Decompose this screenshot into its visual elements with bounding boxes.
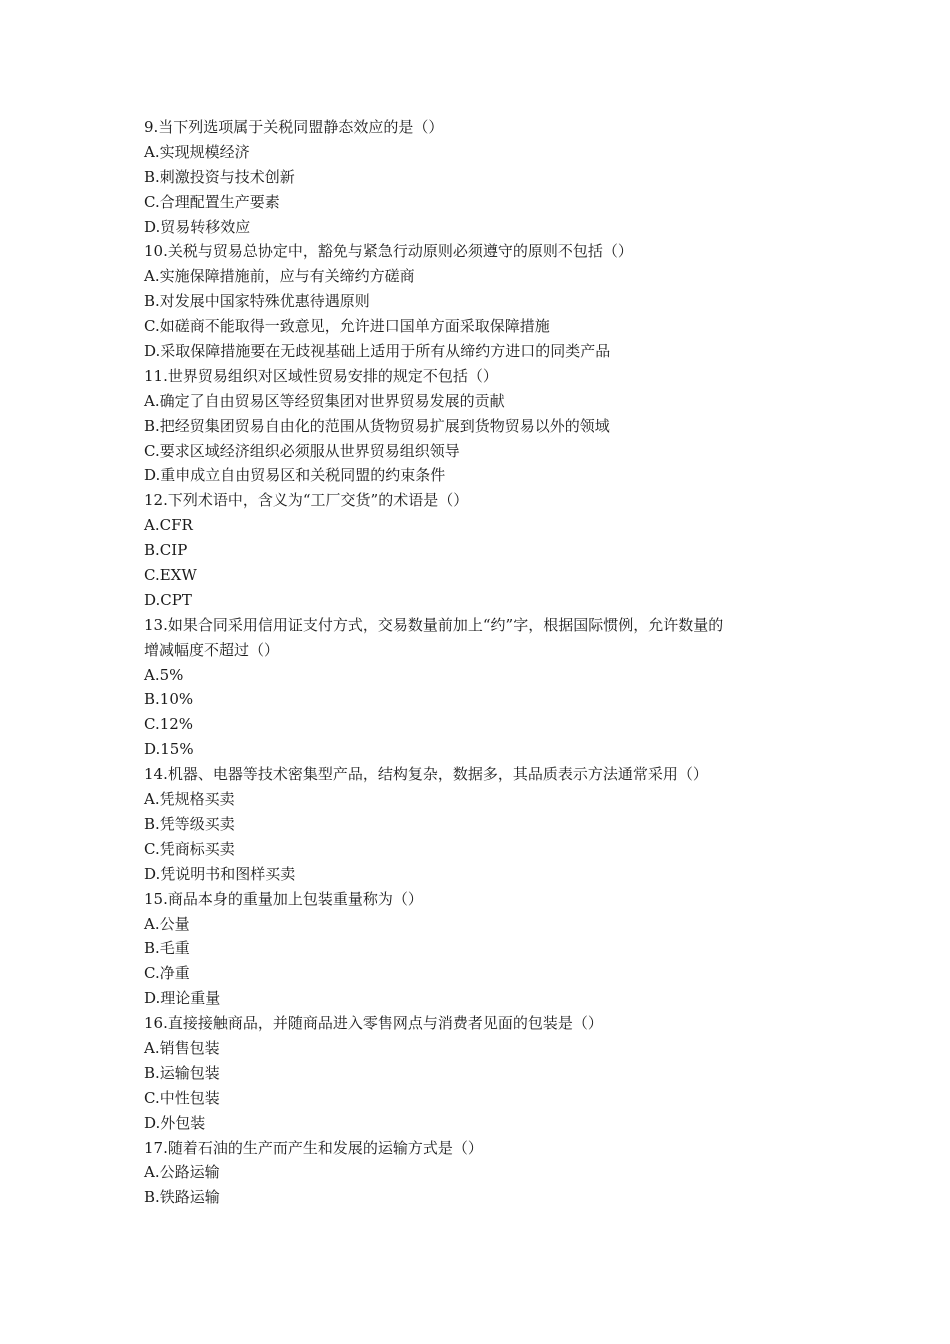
question-stem: 16.直接接触商品，并随商品进入零售网点与消费者见面的包装是（） [144, 1014, 603, 1033]
question-stem: 11.世界贸易组织对区域性贸易安排的规定不包括（） [144, 366, 498, 385]
option-a: A.销售包装 [144, 1038, 220, 1057]
option-d: D.15% [144, 740, 194, 759]
option-c: C.EXW [144, 566, 197, 585]
document-page [144, 115, 814, 1210]
option-b: B.凭等级买卖 [144, 814, 235, 833]
option-b: B.刺激投资与技术创新 [144, 167, 295, 186]
question-stem: 12.下列术语中，含义为“工厂交货”的术语是（） [144, 491, 469, 510]
question-stem: 17.随着石油的生产而产生和发展的运输方式是（） [144, 1138, 483, 1157]
option-b: B.10% [144, 690, 194, 709]
option-d: D.理论重量 [144, 989, 221, 1008]
question-11 [144, 364, 814, 488]
option-b: B.毛重 [144, 939, 190, 958]
question-13 [144, 613, 814, 762]
option-a: A.凭规格买卖 [144, 790, 235, 809]
option-a: A.确定了自由贸易区等经贸集团对世界贸易发展的贡献 [144, 391, 505, 410]
option-d: D.CPT [144, 590, 192, 609]
option-a: A.CFR [144, 516, 193, 535]
question-10 [144, 239, 814, 363]
option-c: C.如磋商不能取得一致意见，允许进口国单方面采取保障措施 [144, 317, 550, 336]
option-d: D.重申成立自由贸易区和关税同盟的约束条件 [144, 466, 446, 485]
option-c: C.12% [144, 715, 194, 734]
option-b: B.铁路运输 [144, 1188, 220, 1207]
question-stem: 9.当下列选项属于关税同盟静态效应的是（） [144, 118, 444, 136]
question-16 [144, 1011, 814, 1135]
option-d: D.贸易转移效应 [144, 217, 251, 236]
option-a: A.实施保障措施前，应与有关缔约方磋商 [144, 267, 415, 286]
option-b: B.对发展中国家特殊优惠待遇原则 [144, 292, 370, 311]
option-a: A.5% [144, 665, 184, 684]
option-c: C.凭商标买卖 [144, 839, 235, 858]
question-17 [144, 1136, 814, 1211]
question-15 [144, 887, 814, 1011]
option-a: A.公量 [144, 914, 190, 933]
question-14 [144, 762, 814, 886]
option-c: C.中性包装 [144, 1088, 220, 1107]
option-a: A.实现规模经济 [144, 142, 250, 161]
question-stem: 13.如果合同采用信用证支付方式，交易数量前加上“约”字，根据国际惯例，允许数量的 [144, 615, 724, 634]
option-d: D.凭说明书和图样买卖 [144, 864, 296, 883]
question-stem-continued: 增减幅度不超过（） [144, 640, 280, 659]
option-d: D.外包装 [144, 1113, 206, 1132]
option-c: C.净重 [144, 964, 190, 983]
option-b: B.CIP [144, 541, 188, 560]
option-a: A.公路运输 [144, 1163, 220, 1182]
question-9 [144, 115, 814, 239]
option-d: D.采取保障措施要在无歧视基础上适用于所有从缔约方进口的同类产品 [144, 342, 611, 361]
option-b: B.运输包装 [144, 1063, 220, 1082]
option-b: B.把经贸集团贸易自由化的范围从货物贸易扩展到货物贸易以外的领域 [144, 416, 610, 435]
question-stem: 14.机器、电器等技术密集型产品，结构复杂，数据多，其品质表示方法通常采用（） [144, 765, 708, 784]
question-stem: 15.商品本身的重量加上包装重量称为（） [144, 889, 423, 908]
question-12 [144, 488, 814, 612]
option-c: C.要求区域经济组织必须服从世界贸易组织领导 [144, 441, 460, 460]
question-stem: 10.关税与贸易总协定中，豁免与紧急行动原则必须遵守的原则不包括（） [144, 242, 633, 261]
option-c: C.合理配置生产要素 [144, 192, 280, 211]
